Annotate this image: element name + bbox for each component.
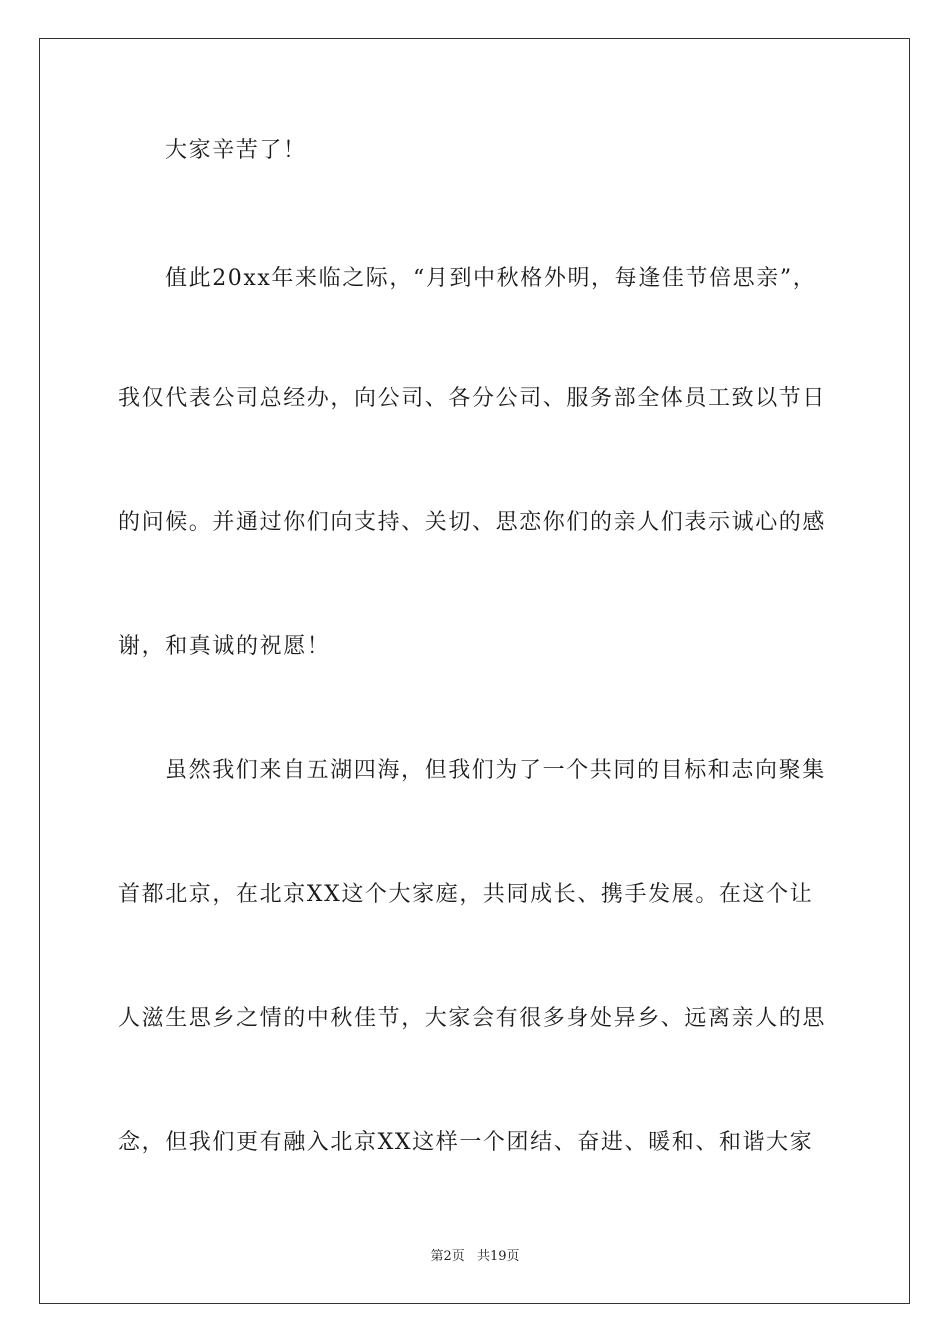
paragraph-line-4: 的问候。并通过你们向支持、关切、思恋你们的亲人们表示诚心的感: [118, 510, 827, 535]
paragraph-line-6: 虽然我们来自五湖四海，但我们为了一个共同的目标和志向聚集: [165, 758, 826, 783]
page-number: 第2页: [430, 1249, 465, 1264]
paragraph-line-7: 首都北京，在北京XX这个大家庭，共同成长、携手发展。在这个让: [118, 882, 814, 907]
paragraph-line-8: 人滋生思乡之情的中秋佳节，大家会有很多身处异乡、远离亲人的思: [118, 1006, 827, 1031]
page-border: [39, 38, 910, 1304]
paragraph-line-2: 值此20xx年来临之际，“月到中秋格外明，每逢佳节倍思亲”，: [165, 266, 817, 291]
paragraph-line-1: 大家辛苦了！: [165, 138, 307, 163]
paragraph-line-9: 念，但我们更有融入北京XX这样一个团结、奋进、暖和、和谐大家: [118, 1130, 814, 1155]
paragraph-line-5: 谢，和真诚的祝愿！: [118, 634, 331, 659]
paragraph-line-3: 我仅代表公司总经办，向公司、各分公司、服务部全体员工致以节日: [118, 386, 827, 411]
page-total: 共19页: [476, 1249, 520, 1264]
page-footer: [0, 1248, 950, 1266]
